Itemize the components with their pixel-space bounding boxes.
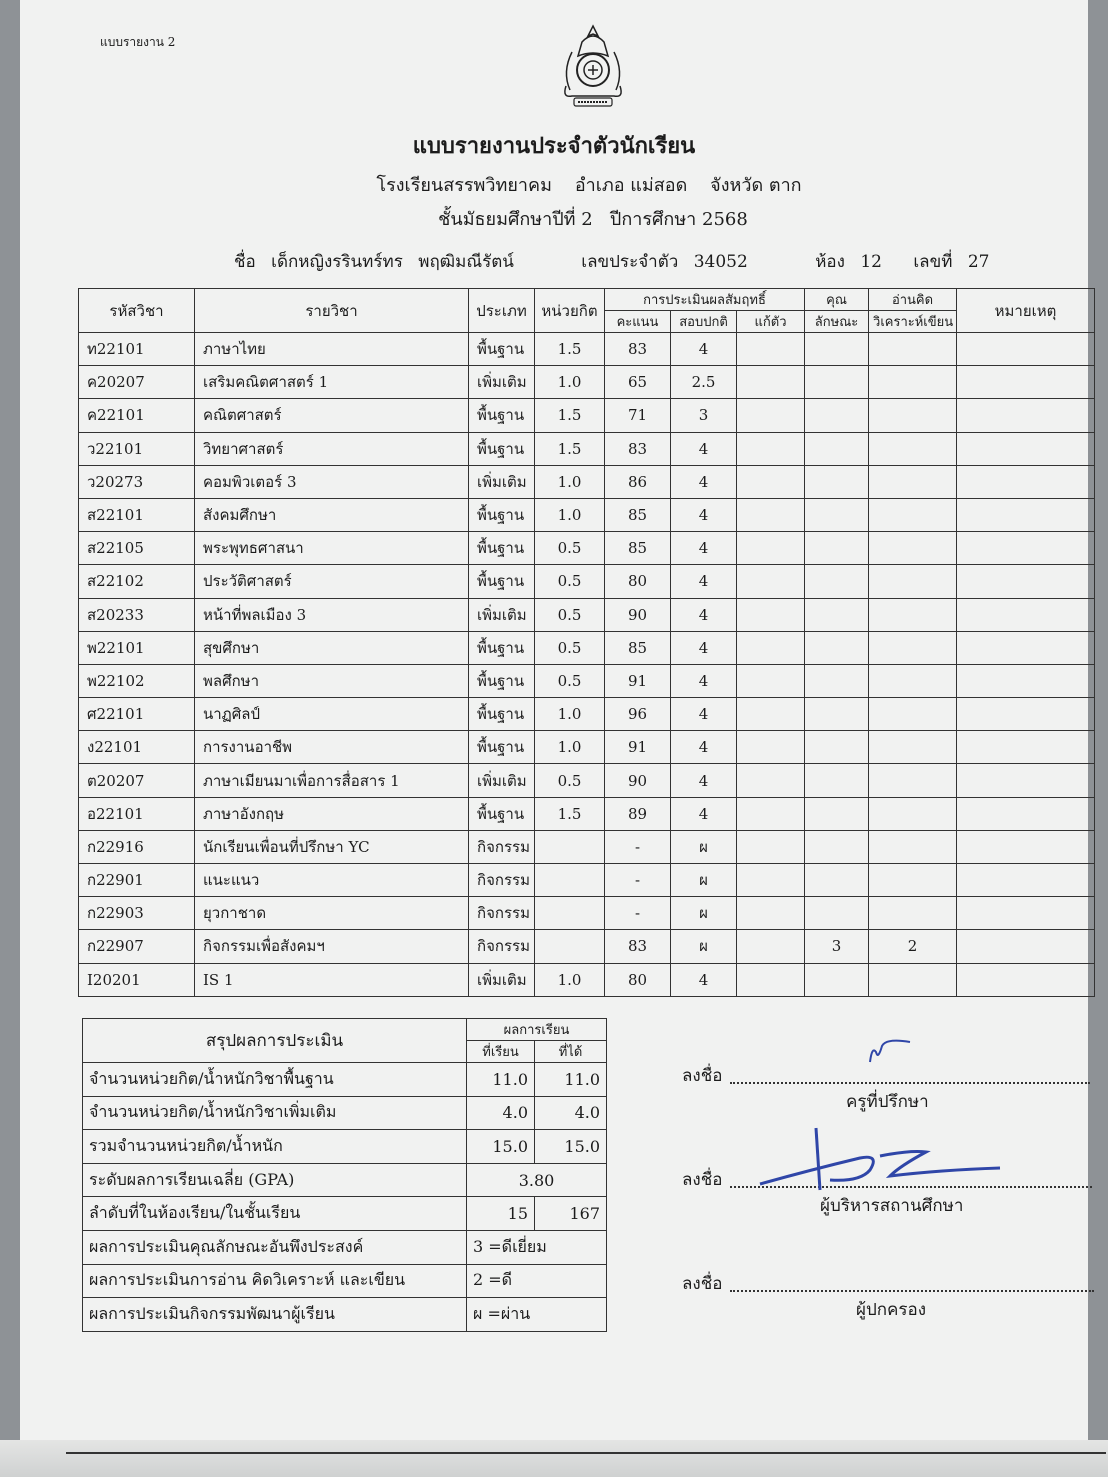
row-grade: 3 [671,399,737,432]
row-subject: วิทยาศาสตร์ [195,432,469,465]
province: จังหวัด ตาก [710,175,802,196]
row-type: เพิ่มเติม [469,764,535,797]
row-type: พื้นฐาน [469,399,535,432]
row-code: I20201 [79,963,195,996]
row-remark [957,698,1095,731]
row-code: ต20207 [79,764,195,797]
row-grade: 4 [671,731,737,764]
summary-title: สรุปผลการประเมิน [83,1019,467,1063]
activity-result: ผ =ผ่าน [467,1298,607,1332]
row-code: ค22101 [79,399,195,432]
row-score: 91 [605,731,671,764]
row-credit: 1.5 [535,797,605,830]
col-grade: สอบปกติ [671,311,737,333]
row-subject: ยุวกาชาด [195,897,469,930]
row-grade: ผ [671,930,737,963]
row-credit: 1.0 [535,963,605,996]
row-type: กิจกรรม [469,864,535,897]
row-reading [869,731,957,764]
row-type: พื้นฐาน [469,498,535,531]
row-score: 80 [605,963,671,996]
table-row [79,565,1095,598]
row-grade: ผ [671,830,737,863]
row-code: ว22101 [79,432,195,465]
row-grade: 4 [671,963,737,996]
summary-earned-header: ที่ได้ [535,1041,607,1063]
row-grade: 4 [671,565,737,598]
student-id-label: เลขประจำตัว [581,252,679,272]
col-reading-bottom: วิเคราะห์เขียน [869,311,957,333]
row-remark [957,631,1095,664]
advisor-signature-mark [860,1034,920,1068]
row-type: พื้นฐาน [469,664,535,697]
row-grade: 4 [671,598,737,631]
row-type: พื้นฐาน [469,432,535,465]
row-code: ก22903 [79,897,195,930]
summary-label: ผลการประเมินกิจกรรมพัฒนาผู้เรียน [83,1298,467,1332]
row-score: 90 [605,764,671,797]
row-reading [869,764,957,797]
summary-row-extra [83,1096,607,1130]
grades-table [78,288,1095,997]
form-number: แบบรายงาน 2 [100,35,176,49]
col-character-top: คุณ [805,289,869,311]
school-line [0,170,1108,199]
row-remark [957,432,1095,465]
row-character [805,864,869,897]
row-subject: การงานอาชีพ [195,731,469,764]
table-row [79,731,1095,764]
row-credit: 0.5 [535,532,605,565]
row-remark [957,399,1095,432]
row-subject: คณิตศาสตร์ [195,399,469,432]
row-grade: 4 [671,797,737,830]
row-reading [869,399,957,432]
row-score: 85 [605,498,671,531]
row-reading [869,432,957,465]
row-reading [869,532,957,565]
summary-earned: 15.0 [535,1130,607,1164]
row-code: ส22105 [79,532,195,565]
row-score: 89 [605,797,671,830]
guardian-sign-line [730,1272,1094,1292]
class-line [0,204,1108,233]
row-subject: นาฏศิลป์ [195,698,469,731]
gpa-value: 3.80 [467,1163,607,1197]
summary-result-header: ผลการเรียน [467,1019,607,1041]
row-remark [957,333,1095,366]
row-character [805,731,869,764]
seat-number: 27 [967,252,990,272]
page-bottom-shade [0,1440,1108,1477]
row-character [805,333,869,366]
col-character-bottom: ลักษณะ [805,311,869,333]
school-name: โรงเรียนสรรพวิทยาคม [376,175,552,196]
summary-label: ผลการประเมินคุณลักษณะอันพึงประสงค์ [83,1230,467,1264]
table-row [79,764,1095,797]
row-credit: 1.5 [535,399,605,432]
row-retake [737,897,805,930]
row-reading [869,897,957,930]
row-type: เพิ่มเติม [469,465,535,498]
table-row [79,664,1095,697]
row-retake [737,930,805,963]
summary-label: ลำดับที่ในห้องเรียน/ในชั้นเรียน [83,1197,467,1231]
table-row [79,698,1095,731]
row-subject: นักเรียนเพื่อนที่ปรึกษา YC [195,830,469,863]
summary-earned: 4.0 [535,1096,607,1130]
row-subject: ประวัติศาสตร์ [195,565,469,598]
row-remark [957,532,1095,565]
row-type: กิจกรรม [469,930,535,963]
row-reading [869,631,957,664]
row-retake [737,698,805,731]
row-code: ค20207 [79,366,195,399]
summary-row-basic [83,1063,607,1097]
summary-label: ระดับผลการเรียนเฉลี่ย (GPA) [83,1163,467,1197]
row-remark [957,664,1095,697]
reading-result: 2 =ดี [467,1264,607,1298]
col-credit: หน่วยกิต [535,289,605,333]
row-reading [869,333,957,366]
student-id: 34052 [693,252,748,272]
row-remark [957,930,1095,963]
row-reading [869,565,957,598]
row-retake [737,864,805,897]
table-row [79,631,1095,664]
district: อำเภอ แม่สอด [574,175,688,196]
row-credit: 0.5 [535,664,605,697]
row-reading [869,664,957,697]
row-grade: 4 [671,465,737,498]
row-type: เพิ่มเติม [469,366,535,399]
row-retake [737,598,805,631]
row-type: กิจกรรม [469,897,535,930]
row-retake [737,731,805,764]
row-grade: 4 [671,333,737,366]
row-character [805,963,869,996]
table-row [79,963,1095,996]
table-row [79,498,1095,531]
summary-row-total [83,1130,607,1164]
table-row [79,930,1095,963]
row-retake [737,797,805,830]
director-signature-mark [750,1120,1010,1200]
row-remark [957,764,1095,797]
row-remark [957,598,1095,631]
row-character [805,598,869,631]
row-reading [869,498,957,531]
row-credit: 0.5 [535,565,605,598]
row-code: ก22907 [79,930,195,963]
director-role: ผู้บริหารสถานศึกษา [820,1196,964,1216]
row-retake [737,664,805,697]
school-emblem-icon [552,22,634,114]
table-row [79,864,1095,897]
row-retake [737,764,805,797]
row-credit [535,930,605,963]
table-row [79,432,1095,465]
col-score: คะแนน [605,311,671,333]
row-subject: IS 1 [195,963,469,996]
table-row [79,366,1095,399]
table-row [79,399,1095,432]
row-reading [869,963,957,996]
row-type: พื้นฐาน [469,565,535,598]
row-grade: 4 [671,498,737,531]
row-reading [869,830,957,863]
row-score: 83 [605,930,671,963]
row-character [805,565,869,598]
row-character [805,366,869,399]
row-subject: สุขศึกษา [195,631,469,664]
summary-studied-header: ที่เรียน [467,1041,535,1063]
row-retake [737,465,805,498]
row-retake [737,432,805,465]
row-remark [957,897,1095,930]
row-code: ส22101 [79,498,195,531]
document-title: แบบรายงานประจำตัวนักเรียน [412,133,696,159]
footer-line [66,1452,1106,1454]
advisor-sign-label: ลงชื่อ [682,1066,723,1086]
row-score: - [605,864,671,897]
row-credit: 1.0 [535,498,605,531]
row-type: เพิ่มเติม [469,963,535,996]
row-score: 96 [605,698,671,731]
row-credit: 0.5 [535,764,605,797]
row-credit: 1.0 [535,731,605,764]
row-remark [957,565,1095,598]
row-retake [737,830,805,863]
col-subject: รายวิชา [195,289,469,333]
row-retake [737,366,805,399]
table-row [79,333,1095,366]
row-type: พื้นฐาน [469,731,535,764]
summary-studied: 4.0 [467,1096,535,1130]
row-remark [957,731,1095,764]
row-retake [737,963,805,996]
rank-in-room: 15 [467,1197,535,1231]
summary-row-reading [83,1264,607,1298]
summary-row-gpa [83,1163,607,1197]
row-grade: ผ [671,897,737,930]
row-remark [957,498,1095,531]
row-grade: 4 [671,764,737,797]
summary-row-character [83,1230,607,1264]
table-row [79,465,1095,498]
summary-row-activity [83,1298,607,1332]
row-reading [869,698,957,731]
row-reading [869,366,957,399]
row-subject: แนะแนว [195,864,469,897]
row-subject: ภาษาอังกฤษ [195,797,469,830]
row-score: 80 [605,565,671,598]
row-reading: 2 [869,930,957,963]
row-subject: ภาษาไทย [195,333,469,366]
student-surname: พฤฒิมณีรัตน์ [418,252,514,272]
row-character [805,498,869,531]
row-grade: 4 [671,631,737,664]
row-type: พื้นฐาน [469,797,535,830]
row-score: 91 [605,664,671,697]
advisor-role: ครูที่ปรึกษา [846,1092,929,1112]
summary-label: ผลการประเมินการอ่าน คิดวิเคราะห์ และเขียน [83,1264,467,1298]
row-credit: 0.5 [535,598,605,631]
row-remark [957,465,1095,498]
guardian-sign-label: ลงชื่อ [682,1274,723,1294]
row-code: พ22101 [79,631,195,664]
row-type: เพิ่มเติม [469,598,535,631]
row-character [805,797,869,830]
row-remark [957,830,1095,863]
row-code: พ22102 [79,664,195,697]
guardian-role: ผู้ปกครอง [856,1300,927,1320]
row-credit: 1.0 [535,698,605,731]
row-credit [535,830,605,863]
row-grade: 4 [671,698,737,731]
row-code: ส20233 [79,598,195,631]
row-code: ส22102 [79,565,195,598]
row-subject: หน้าที่พลเมือง 3 [195,598,469,631]
row-credit: 1.0 [535,465,605,498]
row-remark [957,864,1095,897]
student-info [234,248,999,275]
row-reading [869,797,957,830]
summary-label: จำนวนหน่วยกิต/น้ำหนักวิชาพื้นฐาน [83,1063,467,1097]
col-assessment: การประเมินผลสัมฤทธิ์ [605,289,805,311]
row-code: ท22101 [79,333,195,366]
col-retake: แก้ตัว [737,311,805,333]
row-character: 3 [805,930,869,963]
row-character [805,532,869,565]
col-remark: หมายเหตุ [957,289,1095,333]
row-score: 86 [605,465,671,498]
row-character [805,830,869,863]
row-type: พื้นฐาน [469,333,535,366]
row-character [805,432,869,465]
row-grade: ผ [671,864,737,897]
row-score: 71 [605,399,671,432]
row-character [805,698,869,731]
summary-row-rank [83,1197,607,1231]
row-subject: สังคมศึกษา [195,498,469,531]
seat-label: เลขที่ [913,252,953,272]
row-code: ก22916 [79,830,195,863]
col-reading-top: อ่านคิด [869,289,957,311]
summary-earned: 11.0 [535,1063,607,1097]
row-subject: คอมพิวเตอร์ 3 [195,465,469,498]
row-character [805,465,869,498]
row-retake [737,631,805,664]
summary-studied: 11.0 [467,1063,535,1097]
row-character [805,664,869,697]
row-credit [535,897,605,930]
character-result: 3 =ดีเยี่ยม [467,1230,607,1264]
row-type: พื้นฐาน [469,631,535,664]
row-grade: 4 [671,664,737,697]
row-subject: พระพุทธศาสนา [195,532,469,565]
row-score: 85 [605,532,671,565]
row-remark [957,797,1095,830]
director-sign-label: ลงชื่อ [682,1170,723,1190]
row-retake [737,498,805,531]
row-code: ศ22101 [79,698,195,731]
row-character [805,764,869,797]
row-retake [737,399,805,432]
row-grade: 4 [671,532,737,565]
row-subject: เสริมคณิตศาสตร์ 1 [195,366,469,399]
row-credit: 1.5 [535,432,605,465]
row-score: 85 [605,631,671,664]
row-retake [737,565,805,598]
row-character [805,399,869,432]
row-code: อ22101 [79,797,195,830]
table-row [79,598,1095,631]
row-credit [535,864,605,897]
row-credit: 1.0 [535,366,605,399]
row-reading [869,864,957,897]
row-score: - [605,897,671,930]
row-retake [737,333,805,366]
col-type: ประเภท [469,289,535,333]
academic-year: ปีการศึกษา 2568 [609,209,748,230]
row-retake [737,532,805,565]
row-reading [869,598,957,631]
table-row [79,532,1095,565]
summary-label: จำนวนหน่วยกิต/น้ำหนักวิชาเพิ่มเติม [83,1096,467,1130]
student-name: เด็กหญิงรรินทร์ทร [271,252,403,272]
row-score: 90 [605,598,671,631]
rank-in-class: 167 [535,1197,607,1231]
row-code: ง22101 [79,731,195,764]
row-reading [869,465,957,498]
row-character [805,631,869,664]
row-grade: 4 [671,432,737,465]
row-code: ว20273 [79,465,195,498]
row-score: - [605,830,671,863]
table-row [79,830,1095,863]
summary-label: รวมจำนวนหน่วยกิต/น้ำหนัก [83,1130,467,1164]
summary-table [82,1018,607,1332]
row-character [805,897,869,930]
room-number: 12 [860,252,882,272]
room-label: ห้อง [815,252,845,272]
row-type: พื้นฐาน [469,698,535,731]
row-subject: พลศึกษา [195,664,469,697]
summary-studied: 15.0 [467,1130,535,1164]
col-code: รหัสวิชา [79,289,195,333]
row-score: 83 [605,432,671,465]
row-score: 83 [605,333,671,366]
name-label: ชื่อ [234,252,256,272]
row-code: ก22901 [79,864,195,897]
row-grade: 2.5 [671,366,737,399]
row-type: กิจกรรม [469,830,535,863]
row-subject: กิจกรรมเพื่อสังคมฯ [195,930,469,963]
table-row [79,797,1095,830]
row-remark [957,963,1095,996]
table-row [79,897,1095,930]
row-subject: ภาษาเมียนมาเพื่อการสื่อสาร 1 [195,764,469,797]
grade-level: ชั้นมัธยมศึกษาปีที่ 2 [438,209,593,230]
row-remark [957,366,1095,399]
row-credit: 0.5 [535,631,605,664]
row-credit: 1.5 [535,333,605,366]
row-score: 65 [605,366,671,399]
row-type: พื้นฐาน [469,532,535,565]
